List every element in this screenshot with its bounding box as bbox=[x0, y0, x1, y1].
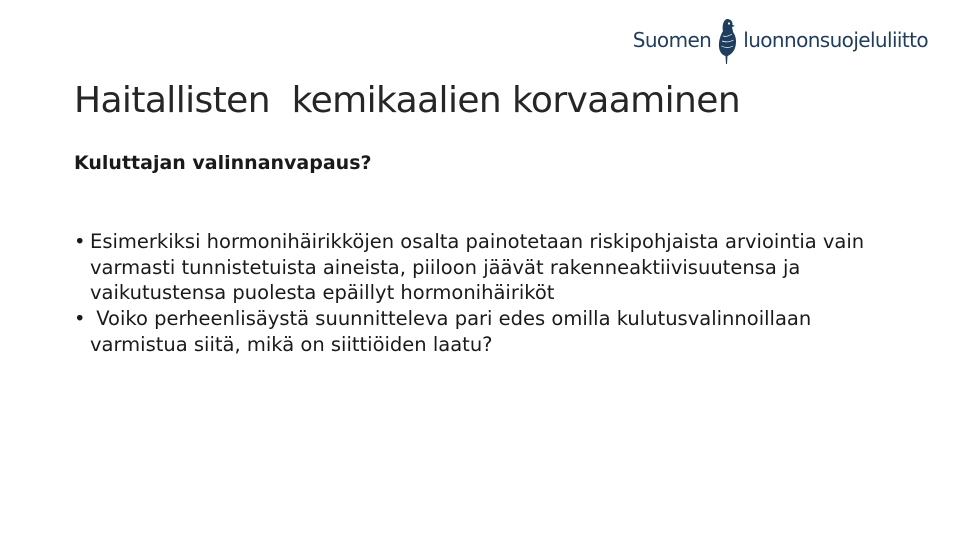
organization-logo bbox=[633, 14, 928, 66]
bullet-text: Esimerkiksi hormonihäirikköjen osalta painotetaan riskipohjaista arviointia vain varmasti tunnistetuista aineista, piiloon jäävät rakenneaktiivisuutensa ja vaikutustensa puolesta epäillyt hormonihäiriköt bbox=[90, 230, 865, 305]
bullet-marker: • bbox=[74, 307, 86, 331]
logo-word-left: Suomen bbox=[632, 28, 712, 52]
bullet-item bbox=[74, 229, 874, 306]
slide-subtitle: Kuluttajan valinnanvapaus? bbox=[74, 152, 372, 174]
logo-word-right: luonnonsuojeluliitto bbox=[743, 28, 928, 52]
bullet-list bbox=[74, 229, 874, 358]
bullet-item bbox=[74, 306, 874, 357]
bird-icon bbox=[712, 15, 742, 65]
bullet-text: Voiko perheenlisäystä suunnitteleva pari edes omilla kulutusvalinnoillaan varmistua siitä, mikä on siittiöiden laatu? bbox=[90, 307, 818, 356]
bullet-marker: • bbox=[74, 230, 86, 253]
slide-title: Haitallisten kemikaalien korvaaminen bbox=[74, 80, 741, 121]
